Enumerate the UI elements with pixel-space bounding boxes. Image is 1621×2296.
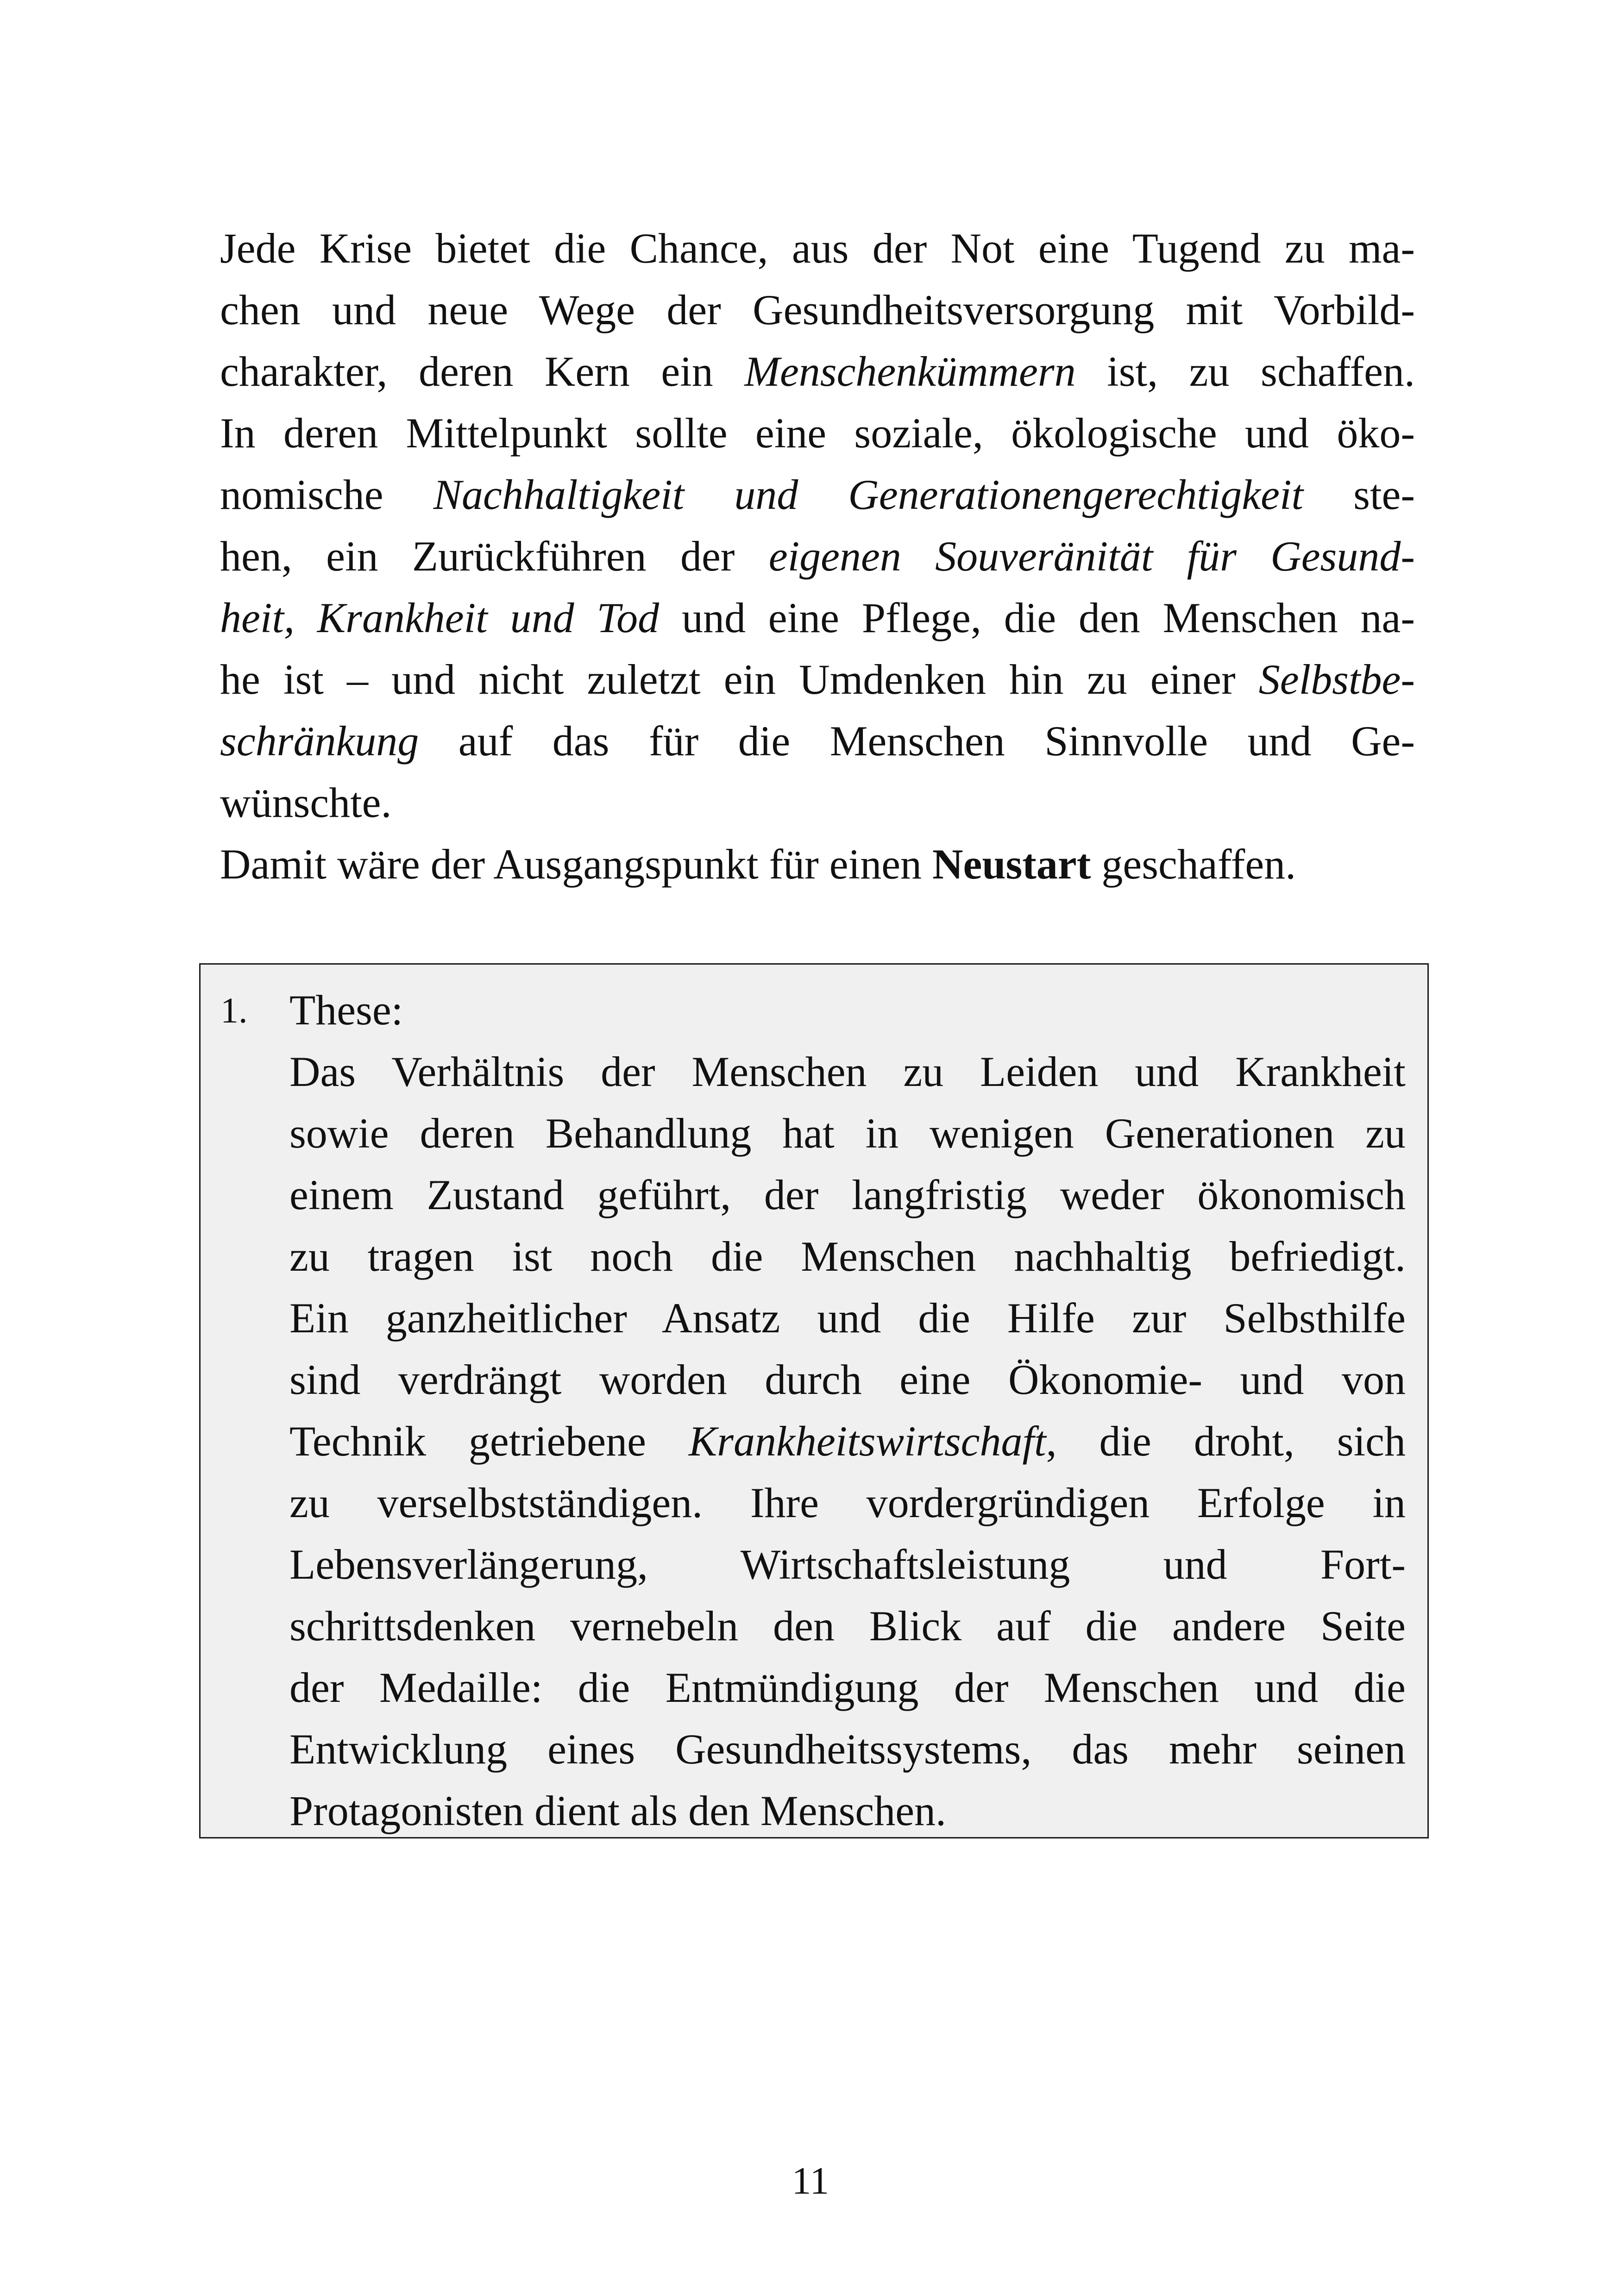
emphasis-text: schränkung [220,717,419,765]
thesis-line: Ein ganzheitlicher Ansatz und die Hilfe zur Selbsthilfe [289,1294,1406,1342]
paragraph-line: In deren Mittelpunkt sollte eine soziale, ökologische und öko- [220,409,1415,457]
emphasis-text: heit, Krankheit und Tod [220,594,660,641]
emphasis-text: Nachhaltigkeit und Generationengerechtigkeit [433,471,1304,518]
emphasis-text: eigenen Souveränität für Gesund- [768,533,1415,580]
thesis-line: Entwicklung eines Gesundheitssystems, das mehr seinen [289,1725,1406,1773]
paragraph-line: Damit wäre der Ausgangspunkt für einen Neustart geschaffen. [220,841,1296,888]
thesis-line: zu verselbstständigen. Ihre vordergründigen Erfolge in [289,1479,1406,1526]
thesis-line: Lebensverlängerung, Wirtschaftsleistung und Fort- [289,1541,1406,1588]
thesis-line: zu tragen ist noch die Menschen nachhaltig befriedigt. [289,1233,1406,1280]
paragraph-line: nomische Nachhaltigkeit und Generationengerechtigkeit ste- [220,471,1415,518]
thesis-line: Protagonisten dient als den Menschen. [289,1787,947,1834]
paragraph-line: hen, ein Zurückführen der eigenen Souveränität für Gesund- [220,533,1415,580]
thesis-heading: These: [289,986,403,1034]
paragraph-line: he ist – und nicht zuletzt ein Umdenken hin zu einer Selbstbe- [220,656,1415,703]
paragraph-line: wünschte. [220,779,392,826]
page-number: 11 [792,2159,829,2202]
thesis-line: einem Zustand geführt, der langfristig weder ökonomisch [289,1171,1406,1218]
thesis-line: sowie deren Behandlung hat in wenigen Generationen zu [289,1110,1406,1157]
thesis-line: sind verdrängt worden durch eine Ökonomie- und von [289,1356,1406,1403]
thesis-line: Technik getriebene Krankheitswirtschaft, die droht, sich [289,1418,1406,1465]
paragraph-line: heit, Krankheit und Tod und eine Pflege, die den Menschen na- [220,594,1415,641]
thesis-line: schrittsdenken vernebeln den Blick auf die andere Seite [289,1602,1406,1650]
paragraph-line: charakter, deren Kern ein Menschenkümmern ist, zu schaffen. [220,348,1415,395]
thesis-number: 1. [220,990,248,1030]
bold-keyword: Neustart [932,841,1091,888]
emphasis-text: Menschenkümmern [744,348,1076,395]
emphasis-text: Selbstbe- [1258,656,1415,703]
emphasis-text: Krankheitswirtschaft [688,1418,1046,1465]
thesis-line: der Medaille: die Entmündigung der Menschen und die [289,1664,1406,1711]
paragraph-line: schränkung auf das für die Menschen Sinnvolle und Ge- [220,717,1415,765]
paragraph-line: Jede Krise bietet die Chance, aus der Not eine Tugend zu ma- [220,225,1415,272]
thesis-line: Das Verhältnis der Menschen zu Leiden und Krankheit [289,1048,1406,1095]
paragraph-line: chen und neue Wege der Gesundheitsversorgung mit Vorbild- [220,286,1415,333]
